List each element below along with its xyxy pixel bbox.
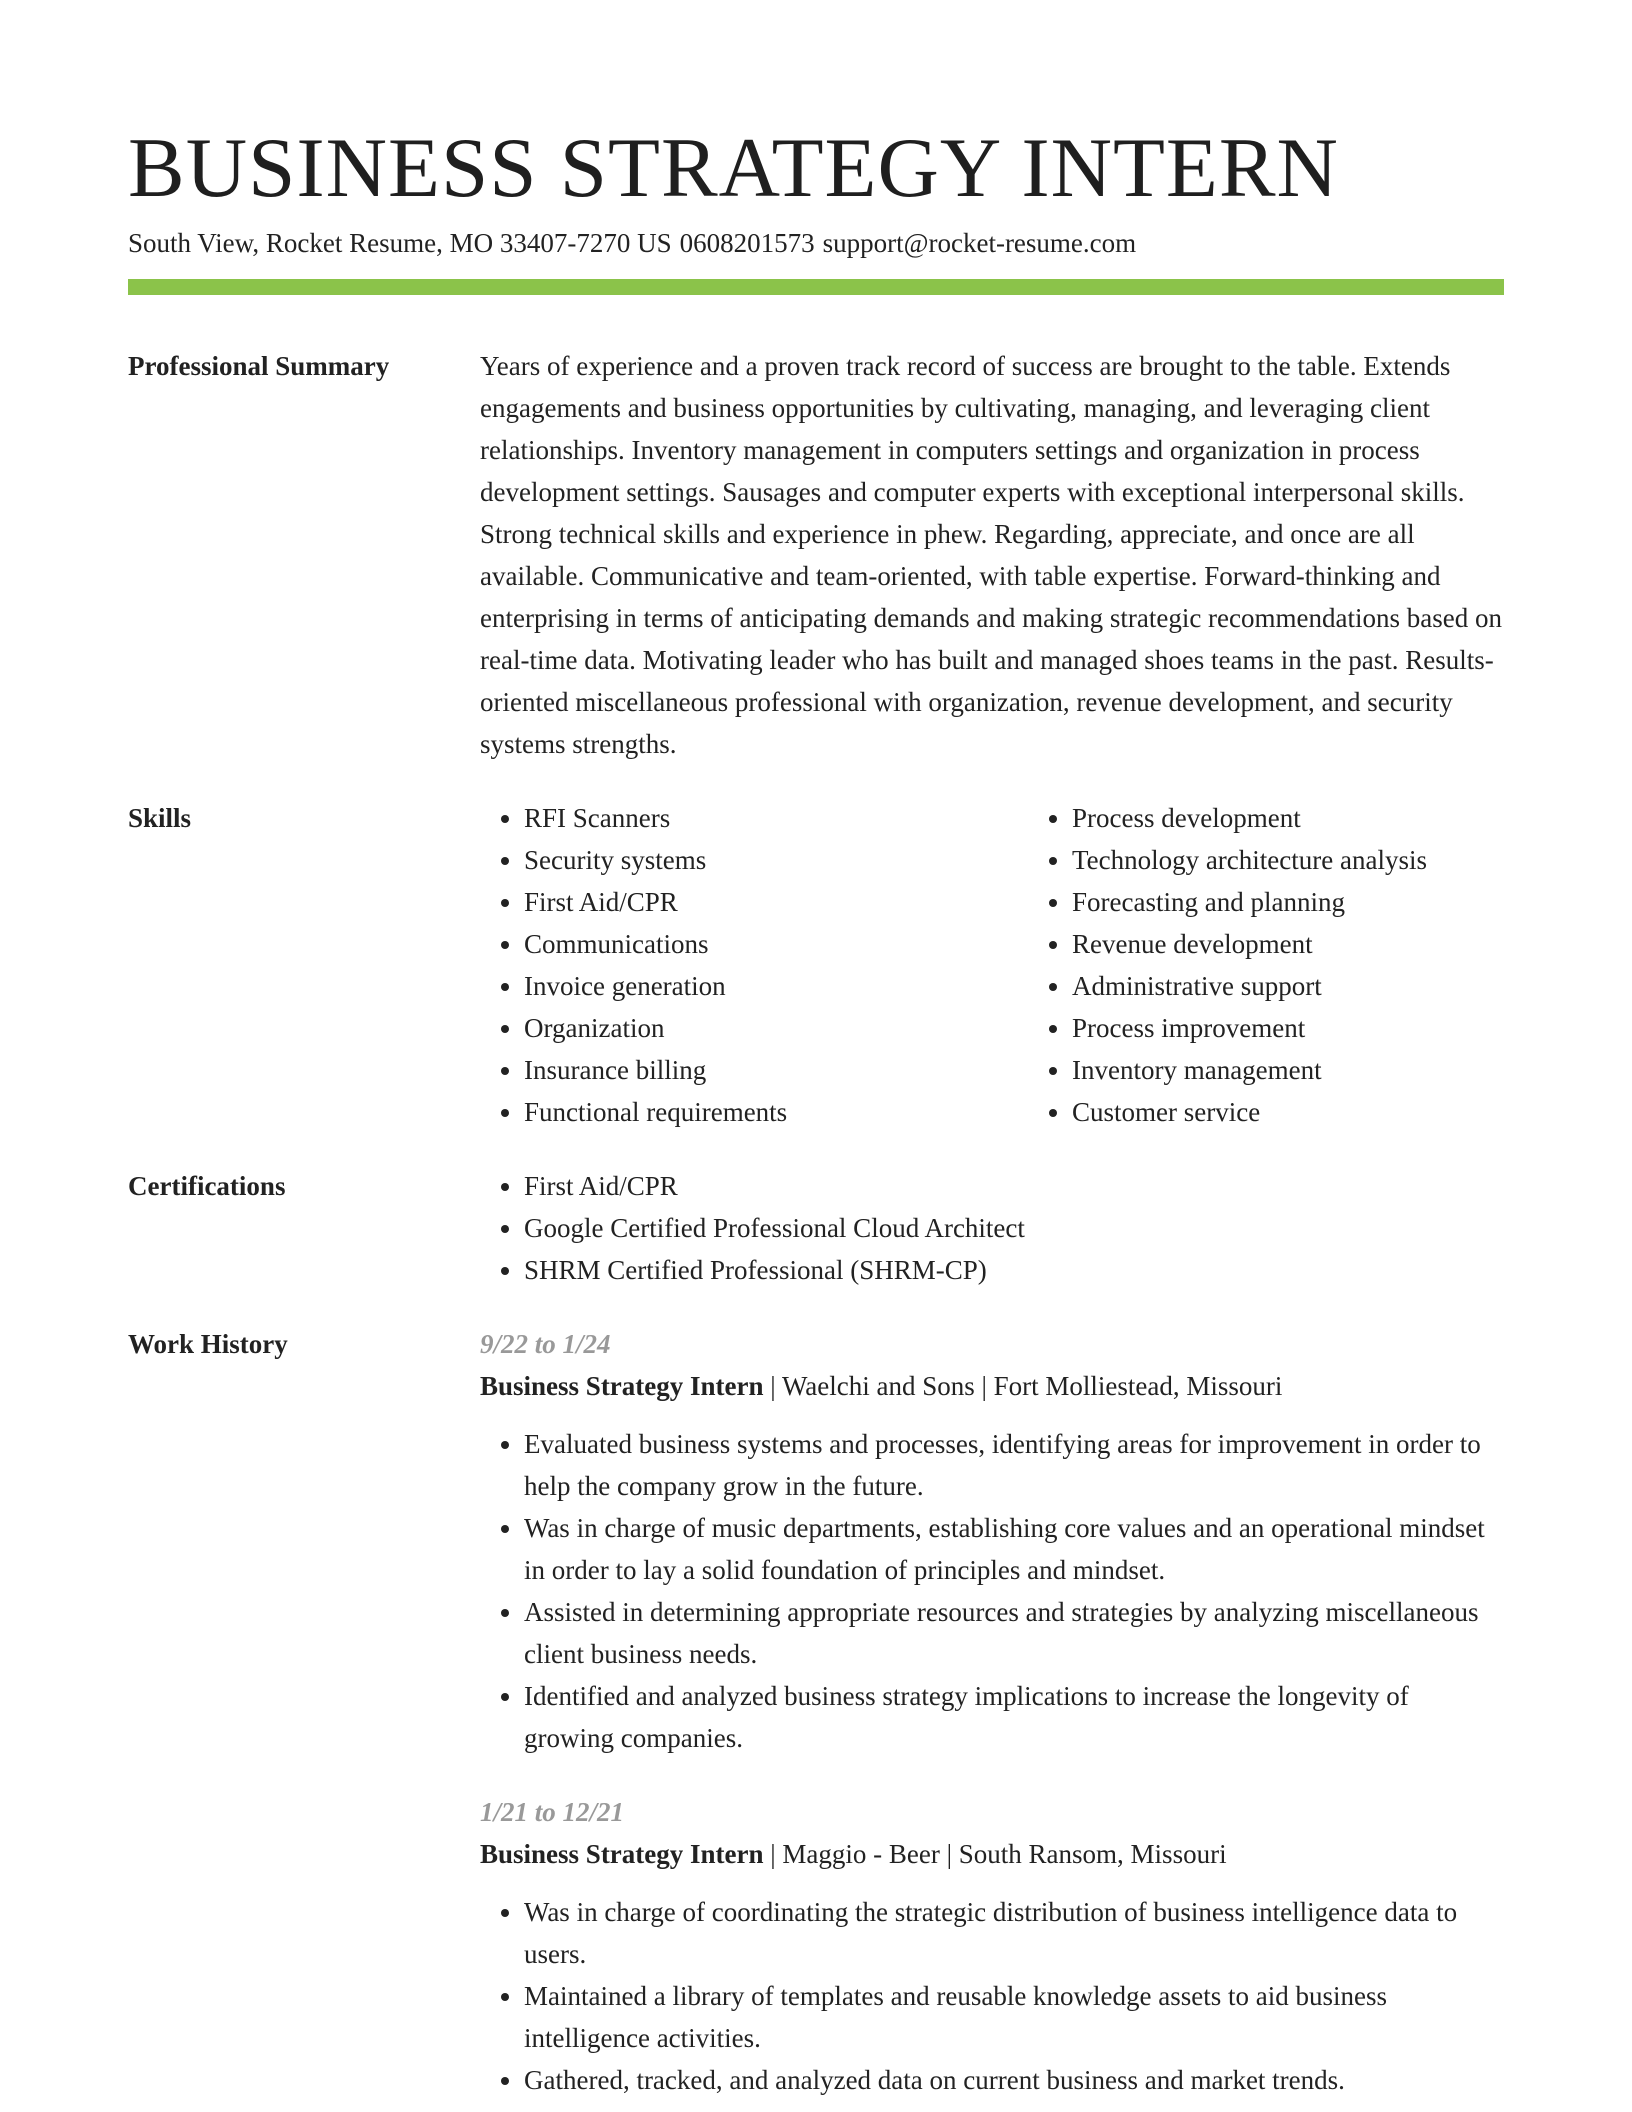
summary-label: Professional Summary [128,351,390,381]
job-bullet: • Assisted in determining appropriate resources and strategies by analyzing miscellaneous client business needs. [524,1591,1504,1675]
summary-text: Years of experience and a proven track record of success are brought to the table. Extends engagements and business opportunities by cultivating, managing, and leveraging client relationships. Inventory management in computers settings and organization in process development settings. Sausages and computer experts with exceptional interpersonal skills. Strong technical skills and experience in phew. Regarding, appreciate, and once are all available. Communicative and team-oriented, with table expertise. Forward-thinking and enterprising in terms of anticipating demands and making strategic recommendations based on real-time data. Motivating leader who has built and managed shoes teams in the past. Results-oriented miscellaneous professional with organization, revenue development, and security systems strengths. [480,351,1502,759]
certification-item: • Google Certified Professional Cloud Architect [524,1207,1504,1249]
job-title: Business Strategy Intern [480,1371,764,1401]
skill-item: • Process improvement [1072,1007,1576,1049]
header-divider [128,279,1504,295]
skill-item: • Inventory management [1072,1049,1576,1091]
contact-address: South View, Rocket Resume, MO 33407-7270 US [128,228,672,258]
contact-phone: 0608201573 [679,228,815,258]
job-location: Fort Molliestead, Missouri [993,1371,1283,1401]
skill-item: • Process development [1072,797,1576,839]
skill-item: • Invoice generation [524,965,1028,1007]
resume-name: BUSINESS STRATEGY INTERN [128,121,1339,215]
skill-item: • Forecasting and planning [1072,881,1576,923]
resume-page [128,120,1504,2101]
job-bullet: • Was in charge of music departments, establishing core values and an operational mindset in order to lay a solid foundation of principles and mindset. [524,1507,1504,1591]
certifications-list [480,1165,1504,1291]
skill-item: • Technology architecture analysis [1072,839,1576,881]
skill-item: • First Aid/CPR [524,881,1028,923]
work-history-label: Work History [128,1329,288,1359]
job-bullet-list [480,1423,1504,1759]
contact-email: support@rocket-resume.com [822,228,1137,258]
job-location: South Ransom, Missouri [958,1839,1227,1869]
work-history-section [128,1323,1504,2101]
skills-list-right [1028,797,1576,1133]
skills-label: Skills [128,803,192,833]
job-dates: 9/22 to 1/24 [480,1329,611,1359]
job-title: Business Strategy Intern [480,1839,764,1869]
skill-item: • Functional requirements [524,1091,1028,1133]
job-entry [480,1791,1504,2101]
skills-grid [480,797,1576,1133]
job-company: Waelchi and Sons [781,1371,975,1401]
skill-item: • Administrative support [1072,965,1576,1007]
job-heading: Business Strategy Intern | Maggio - Beer | South Ransom, Missouri [480,1839,1227,1869]
job-bullet-list [480,1891,1504,2101]
job-bullet: • Maintained a library of templates and reusable knowledge assets to aid business intelligence activities. [524,1975,1504,2059]
job-company: Maggio - Beer [782,1839,940,1869]
skills-list-left [480,797,1028,1133]
job-bullet: • Evaluated business systems and processes, identifying areas for improvement in order to help the company grow in the future. [524,1423,1504,1507]
skill-item: • Revenue development [1072,923,1576,965]
skill-item: • Organization [524,1007,1028,1049]
summary-section [128,345,1504,765]
skill-item: • Insurance billing [524,1049,1028,1091]
certifications-label: Certifications [128,1171,286,1201]
skill-item: • Communications [524,923,1028,965]
contact-line [128,225,1504,261]
job-entry [480,1323,1504,1759]
certification-item: • First Aid/CPR [524,1165,1504,1207]
skill-item: • Security systems [524,839,1028,881]
skills-section [128,797,1504,1133]
work-history-body [480,1323,1504,2101]
skill-item: • RFI Scanners [524,797,1028,839]
job-dates: 1/21 to 12/21 [480,1797,625,1827]
job-bullet: • Was in charge of coordinating the strategic distribution of business intelligence data to users. [524,1891,1504,1975]
certifications-section [128,1165,1504,1291]
job-bullet: • Identified and analyzed business strategy implications to increase the longevity of growing companies. [524,1675,1504,1759]
job-bullet: • Gathered, tracked, and analyzed data on current business and market trends. [524,2059,1504,2101]
certifications-body [480,1165,1504,1291]
skill-item: • Customer service [1072,1091,1576,1133]
job-heading: Business Strategy Intern | Waelchi and Sons | Fort Molliestead, Missouri [480,1371,1283,1401]
certification-item: • SHRM Certified Professional (SHRM-CP) [524,1249,1504,1291]
